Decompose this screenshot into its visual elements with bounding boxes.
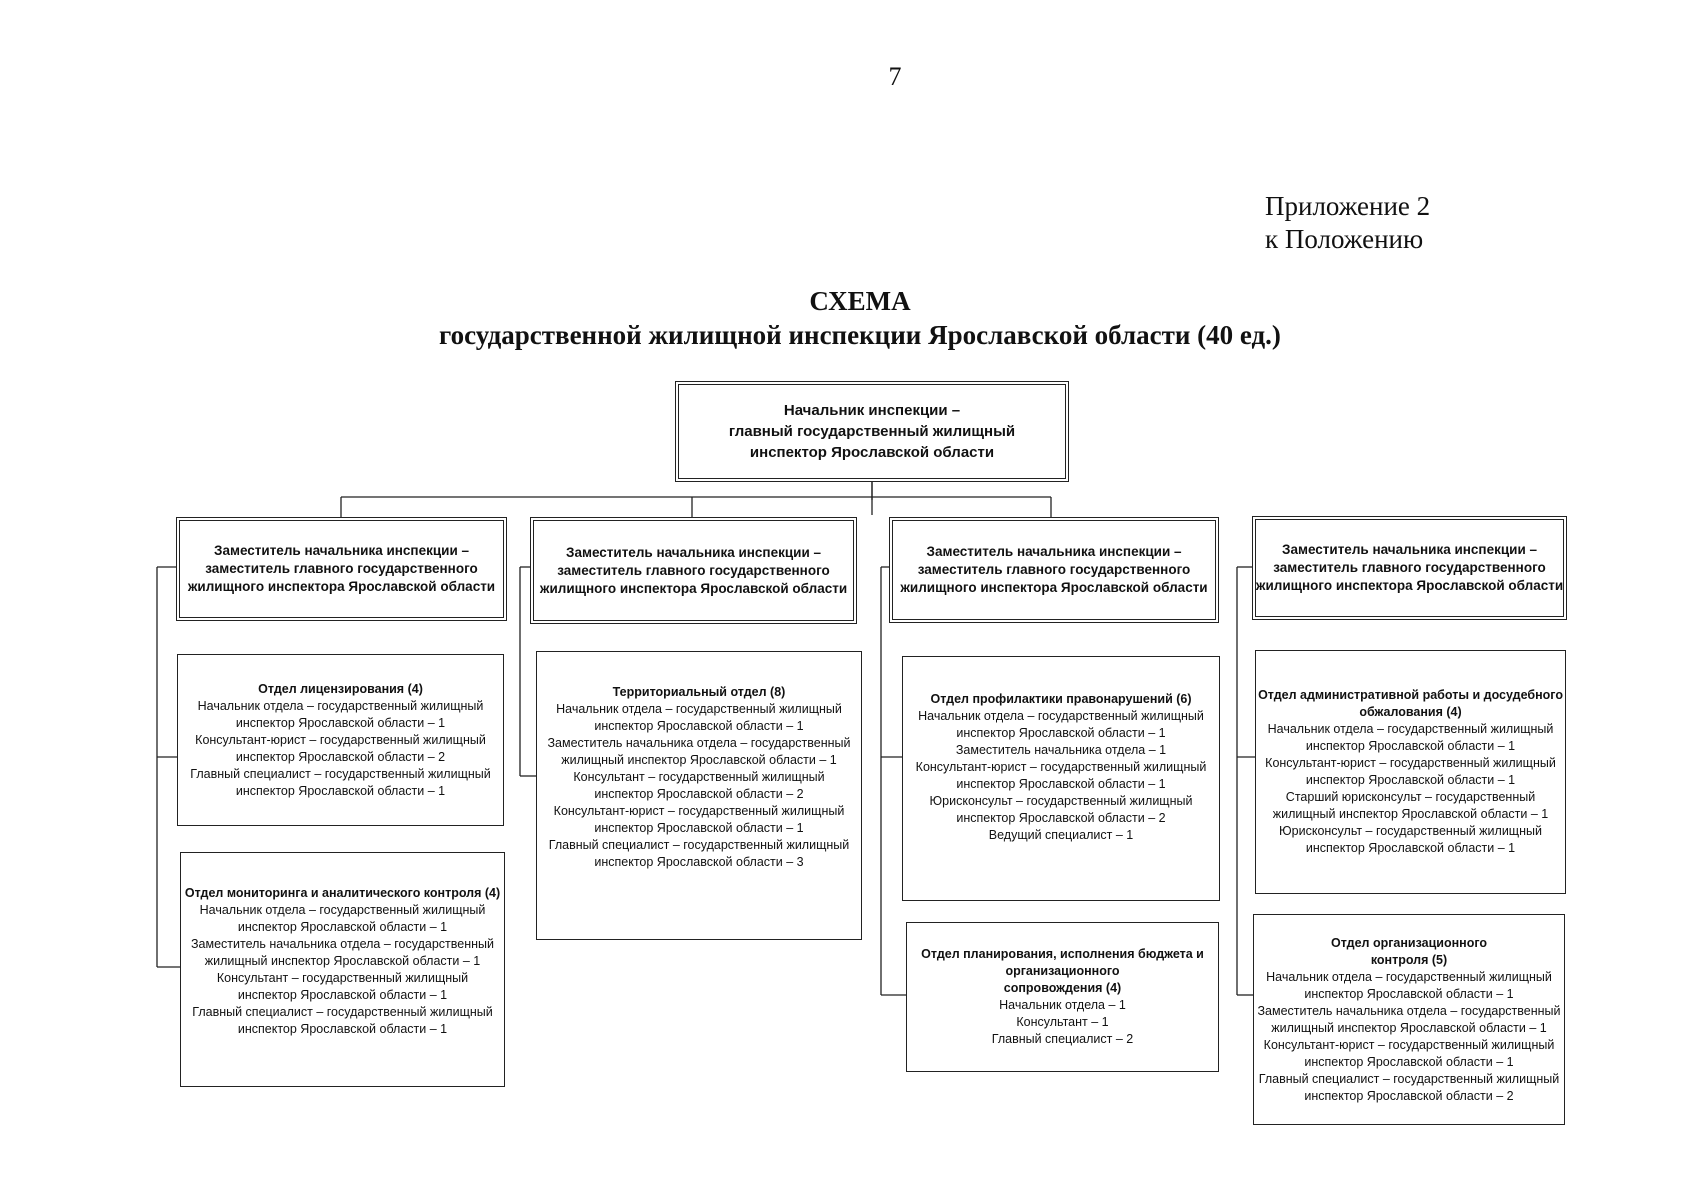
department-line: Начальник отдела – государственный жилищный [918, 709, 1204, 723]
department-line: Главный специалист – государственный жилищный [190, 766, 491, 781]
department-line: Главный специалист – 2 [991, 1032, 1134, 1046]
department-line: инспектор Ярославской области – 1 [956, 777, 1166, 791]
department-line: Консультант-юрист – государственный жилищный [195, 732, 486, 747]
deputy-line: заместитель главного государственного [1273, 560, 1546, 575]
deputy-box-1 [176, 517, 507, 621]
deputy-box-3 [889, 517, 1219, 623]
department-title: Отдел профилактики правонарушений (6) [930, 692, 1192, 706]
department-line: Консультант-юрист – государственный жилищный [915, 760, 1207, 774]
deputy-line: Заместитель начальника инспекции – [1282, 542, 1537, 557]
department-line: инспектор Ярославской области – 1 [594, 719, 804, 733]
department-line: Начальник отдела – государственный жилищный [197, 698, 484, 713]
department-line: инспектор Ярославской области – 1 [1305, 739, 1516, 753]
department-line: Консультант – 1 [1016, 1015, 1109, 1029]
department-title: контроля (5) [1370, 952, 1448, 967]
department-line: Начальник отдела – государственный жилищный [1267, 722, 1554, 736]
department-line: инспектор Ярославской области – 1 [235, 715, 446, 730]
department-line: Юрисконсульт – государственный жилищный [1279, 824, 1542, 838]
deputy-line: заместитель главного государственного [917, 562, 1191, 577]
department-line: инспектор Ярославской области – 1 [1305, 841, 1516, 855]
department-line: жилищный инспектор Ярославской области – 1 [1271, 1020, 1547, 1035]
department-line: Заместитель начальника отдела – государственный [1257, 1003, 1561, 1018]
department-line: Заместитель начальника отдела – государственный [547, 736, 851, 750]
department-line: инспектор Ярославской области – 2 [235, 749, 446, 764]
department-line: Заместитель начальника отдела – 1 [955, 743, 1167, 757]
deputy-line: жилищного инспектора Ярославской области [900, 580, 1208, 595]
department-licensing [177, 654, 504, 826]
chief-line: главный государственный жилищный [728, 423, 1016, 440]
department-line: Консультант – государственный жилищный [573, 770, 825, 784]
department-line: инспектор Ярославской области – 1 [1305, 773, 1516, 787]
department-organizational [1253, 914, 1565, 1125]
deputy-box-4 [1252, 516, 1567, 620]
department-line: инспектор Ярославской области – 3 [594, 855, 804, 869]
department-line: инспектор Ярославской области – 1 [237, 988, 448, 1002]
department-administrative [1255, 650, 1566, 894]
appendix-line: к Положению [1265, 224, 1424, 254]
deputy-line: жилищного инспектора Ярославской области [187, 579, 496, 594]
department-line: инспектор Ярославской области – 1 [237, 1022, 448, 1036]
department-title: Отдел планирования, исполнения бюджета и [921, 947, 1204, 961]
department-line: жилищный инспектор Ярославской области – 1 [1272, 807, 1549, 821]
deputy-line: заместитель главного государственного [557, 562, 830, 578]
deputy-line: жилищного инспектора Ярославской области [539, 580, 848, 596]
deputy-box-2 [530, 517, 857, 624]
page-number: 7 [888, 62, 902, 91]
chief-inspector-box [675, 381, 1069, 482]
department-line: Старший юрисконсульт – государственный [1285, 790, 1536, 804]
department-line: инспектор Ярославской области – 1 [956, 726, 1166, 740]
department-title: Отдел организационного [1330, 935, 1488, 950]
title-sub: государственной жилищной инспекции Ярославской области (40 ед.) [439, 320, 1281, 350]
department-title: Отдел мониторинга и аналитического контроля (4) [184, 886, 501, 900]
department-line: Главный специалист – государственный жилищный [1258, 1071, 1560, 1086]
deputy-line: заместитель главного государственного [205, 561, 478, 576]
department-title: Отдел лицензирования (4) [258, 681, 423, 696]
department-title: Отдел административной работы и досудебного [1258, 688, 1563, 702]
appendix-line: Приложение 2 [1265, 191, 1431, 221]
department-line: Консультант-юрист – государственный жилищный [1265, 756, 1556, 770]
department-line: жилищный инспектор Ярославской области – 1 [204, 954, 481, 968]
chief-line: Начальник инспекции – [783, 402, 961, 419]
department-title: обжалования (4) [1359, 705, 1462, 719]
department-line: Главный специалист – государственный жилищный [192, 1005, 493, 1019]
department-line: инспектор Ярославской области – 1 [1304, 1054, 1514, 1069]
deputy-line: Заместитель начальника инспекции – [214, 543, 469, 558]
department-title: сопровождения (4) [1003, 981, 1122, 995]
department-line: инспектор Ярославской области – 2 [1304, 1088, 1514, 1103]
deputy-line: жилищного инспектора Ярославской области [1255, 578, 1564, 593]
department-line: Начальник отдела – 1 [999, 998, 1126, 1012]
department-line: Консультант-юрист – государственный жилищный [553, 804, 845, 818]
department-territorial [536, 651, 862, 940]
deputy-line: Заместитель начальника инспекции – [566, 544, 821, 560]
department-line: Консультант – государственный жилищный [216, 971, 469, 985]
department-line: инспектор Ярославской области – 2 [594, 787, 804, 801]
department-line: Главный специалист – государственный жилищный [548, 838, 850, 852]
department-title: Территориальный отдел (8) [612, 685, 786, 699]
department-line: Ведущий специалист – 1 [988, 828, 1134, 842]
department-line: инспектор Ярославской области – 2 [956, 811, 1166, 825]
department-line: Юрисконсульт – государственный жилищный [929, 794, 1193, 808]
department-line: жилищный инспектор Ярославской области – 1 [561, 753, 837, 767]
department-prevention [902, 656, 1220, 901]
department-monitoring [180, 852, 505, 1087]
department-line: инспектор Ярославской области – 1 [1304, 986, 1514, 1001]
title-main: СХЕМА [809, 286, 911, 316]
department-line: инспектор Ярославской области – 1 [237, 920, 448, 934]
department-line: инспектор Ярославской области – 1 [594, 821, 804, 835]
deputy-line: Заместитель начальника инспекции – [926, 544, 1182, 559]
chief-line: инспектор Ярославской области [749, 444, 995, 461]
department-line: Консультант-юрист – государственный жилищный [1263, 1037, 1555, 1052]
department-line: Начальник отдела – государственный жилищный [1266, 969, 1552, 984]
department-planning [906, 922, 1219, 1072]
department-line: Заместитель начальника отдела – государственный [191, 937, 494, 951]
department-line: Начальник отдела – государственный жилищный [556, 702, 842, 716]
department-title: организационного [1005, 964, 1120, 978]
department-line: инспектор Ярославской области – 1 [235, 783, 446, 798]
department-line: Начальник отдела – государственный жилищный [199, 903, 486, 917]
